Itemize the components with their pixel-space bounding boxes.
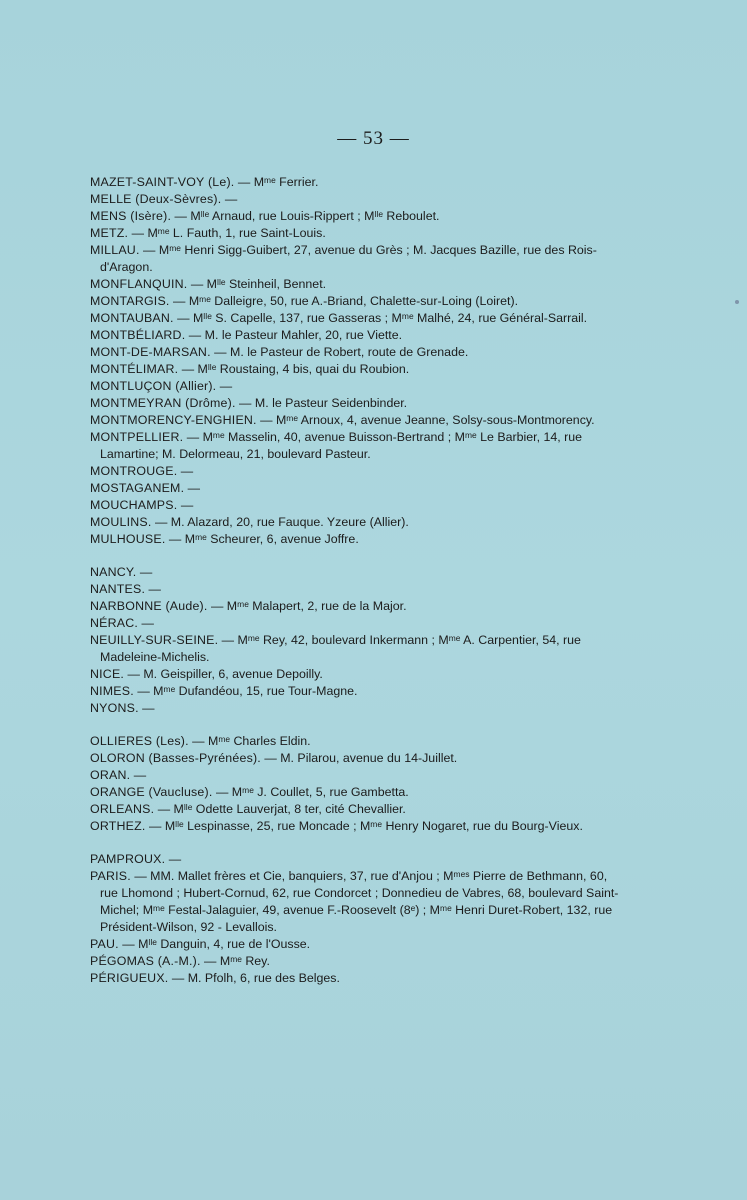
entry-detail: — M. le Pasteur Mahler, 20, rue Viette. [185, 328, 403, 342]
directory-entry [90, 615, 622, 632]
entry-place: MELLE (Deux-Sèvres). [90, 192, 222, 206]
entry-place: MONTBÉLIARD. [90, 328, 186, 342]
directory-entry [90, 395, 622, 412]
entry-detail: — M. le Pasteur Seidenbinder. [235, 396, 408, 410]
directory-entry [90, 784, 622, 801]
entry-detail: — Mᵐᵉ Arnoux, 4, avenue Jeanne, Solsy-sous-Montmorency. [256, 413, 595, 427]
directory-entry [90, 700, 622, 717]
directory-entry [90, 666, 622, 683]
entry-place: MONT-DE-MARSAN. [90, 345, 211, 359]
entry-place: MONTARGIS. [90, 294, 170, 308]
directory-entry [90, 581, 622, 598]
entry-detail: — M. Pfolh, 6, rue des Belges. [168, 971, 340, 985]
directory-entry [90, 818, 622, 835]
entry-detail: — Mˡˡᵉ Roustaing, 4 bis, quai du Roubion. [178, 362, 410, 376]
entry-detail: — M. Geispiller, 6, avenue Depoilly. [124, 667, 323, 681]
entry-detail: — Mᵐᵉ Dalleigre, 50, rue A.-Briand, Chalette-sur-Loing (Loiret). [169, 294, 519, 308]
entry-place: NÉRAC. [90, 616, 139, 630]
entry-detail: — Mᵐᵉ Dufandéou, 15, rue Tour-Magne. [133, 684, 358, 698]
entry-detail: — Mˡˡᵉ Arnaud, rue Louis-Rippert ; Mˡˡᵉ Reboulet. [171, 209, 440, 223]
entry-detail: — M. Pilarou, avenue du 14-Juillet. [260, 751, 458, 765]
entry-place: NARBONNE (Aude). [90, 599, 208, 613]
entry-place: PARIS. [90, 869, 131, 883]
directory-entry [90, 564, 622, 581]
entry-place: ORAN. [90, 768, 131, 782]
directory-entry [90, 531, 622, 548]
entry-detail: — Mˡˡᵉ Odette Lauverjat, 8 ter, cité Chevallier. [154, 802, 406, 816]
entry-place: MULHOUSE. [90, 532, 166, 546]
entry-detail: — Mᵐᵉ Rey, 42, boulevard Inkermann ; Mᵐᵉ A. Carpentier, 54, rue Madeleine-Michelis. [100, 633, 581, 664]
directory-entry [90, 750, 622, 767]
entry-place: MONTMEYRAN (Drôme). [90, 396, 236, 410]
directory-entry [90, 429, 622, 463]
entry-place: OLORON (Basses-Pyrénées). [90, 751, 261, 765]
entry-detail: — [165, 852, 182, 866]
entry-place: NANTES. [90, 582, 146, 596]
directory-entry [90, 936, 622, 953]
entry-detail: — MM. Mallet frères et Cie, banquiers, 37, rue d'Anjou ; Mᵐᵉˢ Pierre de Bethmann, 60, rue Lhomond ; Hubert-Cornud, 62, rue Condorcet ; Donnedieu de Vabres, 68, boulevard Saint-Michel; Mᵐᵉ Festal-Jalaguier, 49, avenue F.-Roosevelt (8ᵉ) ; Mᵐᵉ Henri Duret-Robert, 132, rue Président-Wilson, 92 - Levallois. [100, 869, 619, 934]
entry-detail: — M. Alazard, 20, rue Fauque. Yzeure (Allier). [151, 515, 409, 529]
entry-detail: — [138, 701, 155, 715]
directory-entry [90, 767, 622, 784]
entry-place: METZ. [90, 226, 129, 240]
directory-entry [90, 497, 622, 514]
entry-place: MONTMORENCY-ENGHIEN. [90, 413, 257, 427]
entry-detail: — [177, 464, 194, 478]
directory-entry [90, 378, 622, 395]
directory-entry [90, 851, 622, 868]
entry-detail: — [130, 768, 147, 782]
entry-detail: — [145, 582, 161, 596]
entry-place: NEUILLY-SUR-SEINE. [90, 633, 219, 647]
entry-detail: — [177, 498, 194, 512]
entry-place: MOUCHAMPS. [90, 498, 178, 512]
entry-place: MOULINS. [90, 515, 152, 529]
page-number: — 53 — [337, 128, 410, 149]
directory-entry [90, 208, 622, 225]
directory-entry [90, 463, 622, 480]
directory-entry [90, 293, 622, 310]
entry-detail: — Mᵐᵉ Henri Sigg-Guibert, 27, avenue du Grès ; M. Jacques Bazille, rue des Rois-d'Aragon. [100, 243, 597, 274]
directory-entry [90, 598, 622, 615]
entry-place: ORTHEZ. [90, 819, 146, 833]
entry-detail: — Mᵐᵉ Scheurer, 6, avenue Joffre. [165, 532, 359, 546]
directory-entry [90, 514, 622, 531]
entry-place: MOSTAGANEM. [90, 481, 185, 495]
entry-place: PAU. [90, 937, 119, 951]
entry-place: MONTPELLIER. [90, 430, 184, 444]
entry-detail: — M. le Pasteur de Robert, route de Grenade. [210, 345, 469, 359]
entry-place: MILLAU. [90, 243, 140, 257]
entry-detail: — Mᵐᵉ Charles Eldin. [188, 734, 311, 748]
entry-place: PÉGOMAS (A.-M.). [90, 954, 201, 968]
entry-detail: — Mᵐᵉ Ferrier. [234, 175, 319, 189]
entry-place: NICE. [90, 667, 125, 681]
directory-entry [90, 970, 622, 987]
directory-entry [90, 310, 622, 327]
directory-entry [90, 191, 622, 208]
entry-detail: — Mᵐᵉ Malapert, 2, rue de la Major. [207, 599, 407, 613]
entry-place: MONFLANQUIN. [90, 277, 188, 291]
directory-entry [90, 801, 622, 818]
directory-entry [90, 327, 622, 344]
entry-place: NYONS. [90, 701, 139, 715]
entry-detail: — Mᵐᵉ Rey. [200, 954, 270, 968]
entry-place: OLLIERES (Les). [90, 734, 189, 748]
entry-place: ORANGE (Vaucluse). [90, 785, 213, 799]
directory-list [90, 174, 622, 987]
entry-detail: — [216, 379, 233, 393]
directory-entry [90, 683, 622, 700]
entry-place: MONTROUGE. [90, 464, 178, 478]
entry-place: MONTAUBAN. [90, 311, 174, 325]
entry-place: NANCY. [90, 565, 137, 579]
entry-detail: — Mᵐᵉ Masselin, 40, avenue Buisson-Bertrand ; Mᵐᵉ Le Barbier, 14, rue Lamartine; M. Delormeau, 21, boulevard Pasteur. [100, 430, 583, 461]
entry-place: PAMPROUX. [90, 852, 166, 866]
directory-entry [90, 412, 622, 429]
entry-place: MONTÉLIMAR. [90, 362, 179, 376]
entry-detail: — Mˡˡᵉ Danguin, 4, rue de l'Ousse. [118, 937, 311, 951]
directory-entry [90, 632, 622, 666]
directory-entry [90, 276, 622, 293]
entry-detail: — Mᵐᵉ L. Fauth, 1, rue Saint-Louis. [128, 226, 326, 240]
entry-place: MAZET-SAINT-VOY (Le). [90, 175, 235, 189]
directory-entry [90, 868, 622, 936]
scan-speck [735, 300, 739, 304]
directory-entry [90, 733, 622, 750]
directory-entry [90, 344, 622, 361]
directory-entry [90, 242, 622, 276]
directory-entry [90, 953, 622, 970]
entry-detail: — [138, 616, 154, 630]
entry-detail: — Mˡˡᵉ S. Capelle, 137, rue Gasseras ; Mᵐᵉ Malhé, 24, rue Général-Sarrail. [173, 311, 588, 325]
directory-entry [90, 480, 622, 497]
directory-entry [90, 361, 622, 378]
entry-place: MONTLUÇON (Allier). [90, 379, 217, 393]
entry-place: MENS (Isère). [90, 209, 172, 223]
entry-place: NIMES. [90, 684, 134, 698]
entry-detail: — [136, 565, 153, 579]
entry-place: PÉRIGUEUX. [90, 971, 169, 985]
entry-detail: — [184, 481, 201, 495]
directory-entry [90, 225, 622, 242]
entry-detail: — Mᵐᵉ J. Coullet, 5, rue Gambetta. [212, 785, 409, 799]
entry-detail: — [221, 192, 238, 206]
entry-place: ORLEANS. [90, 802, 155, 816]
entry-detail: — Mˡˡᵉ Lespinasse, 25, rue Moncade ; Mᵐᵉ Henry Nogaret, rue du Bourg-Vieux. [145, 819, 583, 833]
directory-entry [90, 174, 622, 191]
entry-detail: — Mˡˡᵉ Steinheil, Bennet. [187, 277, 327, 291]
